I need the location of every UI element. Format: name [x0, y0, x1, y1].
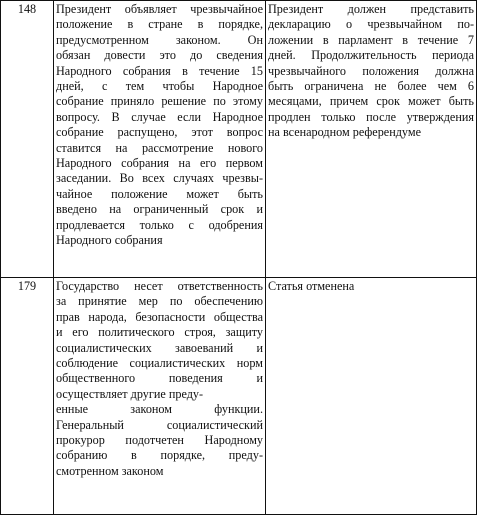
text-line: социалистических завоеваний и [56, 340, 263, 355]
text-line: Президент должен представить [268, 2, 474, 16]
text-line: положение в стране в порядке, [56, 17, 263, 32]
text-line: чрезвычайного положения должна [268, 63, 474, 78]
text-line: соблюдение социалистических норм [56, 356, 263, 371]
text-line: Народного собрания на его первом [56, 156, 263, 171]
text-line: предусмотренном законом. Он [56, 32, 263, 47]
text-line: Статья отменена [268, 279, 355, 293]
amended-text-cell [266, 278, 477, 515]
text-line: дней. Продолжительность периода [268, 48, 474, 63]
text-line: быть ограничена не более чем 6 [268, 79, 474, 94]
text-line: енные законом функции. [56, 402, 263, 417]
text-line: собранию в порядке, преду- [56, 448, 263, 463]
text-line: Президент объявляет чрезвычайное [56, 2, 263, 16]
text-line: продлен только после утверждения [268, 109, 474, 124]
text-line: собрание распущено, этот вопрос [56, 125, 263, 140]
text-line: обязан довести это до сведения [56, 48, 263, 63]
text-line: на всенародном референдуме [268, 125, 421, 140]
original-text-cell [54, 278, 266, 515]
original-text-cell [54, 1, 266, 278]
article-number-cell [1, 278, 54, 515]
text-line: осуществляет другие преду- [56, 386, 204, 401]
text-line: и его политического строя, защиту [56, 325, 263, 340]
text-line: Государство несет ответственность [56, 279, 263, 293]
text-line: вопросу. В случае если Народное [56, 109, 263, 124]
text-line: чайное положение может быть [56, 186, 263, 201]
text-line: смотренном законом [56, 463, 164, 478]
table-row [1, 1, 477, 278]
text-line: общественного поведения и [56, 371, 263, 386]
text-line: продлевается только с одобрения [56, 217, 263, 232]
text-line: Генеральный социалистический [56, 417, 263, 432]
text-line: за принятие мер по обеспечению [56, 294, 263, 309]
article-number-cell [1, 1, 54, 278]
text-line: введено на ограниченный срок и [56, 202, 263, 217]
text-line: собрание приняло решение по этому [56, 94, 263, 109]
table-row [1, 278, 477, 515]
text-line: заседании. Во всех случаях чрезвы- [56, 171, 263, 186]
amended-text-cell [266, 1, 477, 278]
article-number: 179 [17, 279, 37, 293]
text-line: ставится на рассмотрение нового [56, 140, 263, 155]
text-line: Народного собрания в течение 15 [56, 63, 263, 78]
text-line: прав народа, безопасности общества [56, 309, 263, 324]
text-line: прокурор подотчетен Народному [56, 433, 263, 448]
text-line: декларацию о чрезвычайном по- [268, 17, 474, 32]
text-line: ложении в парламент в течение 7 [268, 32, 474, 47]
text-line: месяцами, причем срок может быть [268, 94, 474, 109]
text-line: Народного собрания [56, 233, 163, 248]
text-line: дней, с тем чтобы Народное [56, 79, 263, 94]
article-number: 148 [17, 2, 37, 16]
